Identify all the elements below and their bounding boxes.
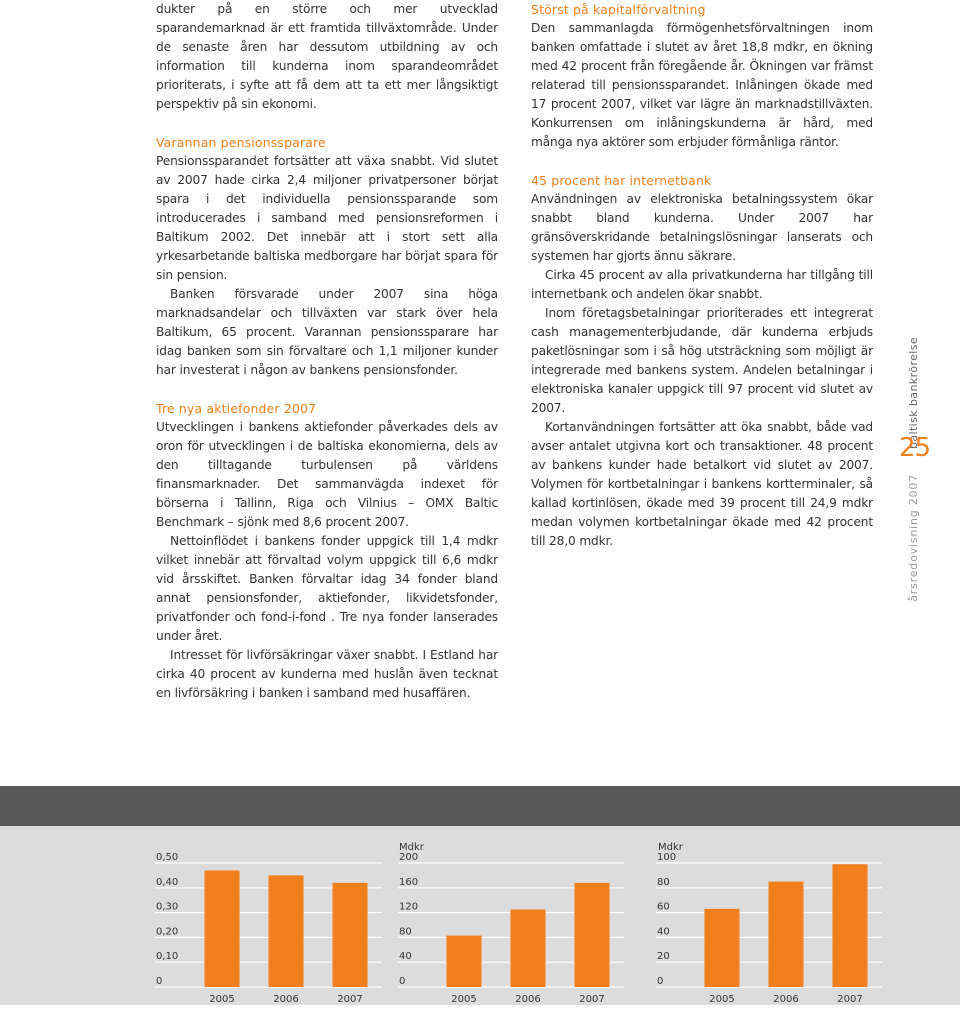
bar <box>575 883 610 987</box>
bar <box>205 870 240 987</box>
section-label: baltisk bankrörelse <box>907 337 920 450</box>
paragraph: Användningen av elektroniska betalningssystem ökar snabbt bland kunderna. Under 2007 har gränsöverskridande betalningslösningar lanserats och systemen har gjorts ännu säkrare. <box>531 192 873 263</box>
chart-unit-label: Mdkr <box>658 842 683 853</box>
section-heading-funds: Tre nya aktiefonder 2007 <box>156 401 317 416</box>
y-tick-label: 20 <box>657 951 670 963</box>
y-tick-label: 0 <box>156 976 163 987</box>
bar <box>705 909 740 987</box>
bar <box>769 882 804 987</box>
bar <box>447 936 482 987</box>
y-tick-label: 80 <box>399 926 412 938</box>
bar <box>269 875 304 987</box>
bar <box>833 864 868 987</box>
x-tick-label: 2007 <box>579 994 605 1005</box>
y-tick-label: 160 <box>399 876 419 888</box>
spacer <box>156 380 498 399</box>
paragraph: Intresset för livförsäkringar växer snabbt. I Estland har cirka 40 procent av kunderna med huslån även tecknat en livförsäkring i banken i samband med husaffären. <box>156 648 498 700</box>
x-tick-label: 2007 <box>837 994 863 1005</box>
y-tick-label: 40 <box>399 951 412 963</box>
intro-paragraph: dukter på en större och mer utvecklad sparandemarknad är ett framtida tillväxtområde. Under de senaste åren har dessutom utbildning av och information till kunderna inom sparandeområdet prioriterats, i syfte att få dem att ta ett mer långsiktigt perspektiv på sin ekonomi. <box>156 2 498 111</box>
x-tick-label: 2005 <box>709 994 735 1005</box>
y-tick-label: 60 <box>657 901 670 913</box>
left-text-column <box>156 0 498 703</box>
bar <box>511 910 546 988</box>
x-tick-label: 2006 <box>773 994 799 1005</box>
paragraph: Pensionssparandet fortsätter att växa snabbt. Vid slutet av 2007 hade cirka 2,4 miljoner privatpersoner börjat spara i det individuella pensionssparande som introducerades i samband med pensionsreformen i Baltikum 2002. Det innebär att i stort sett alla yrkesarbetande baltiska medborgare har börjat spara för sin pension. <box>156 154 498 282</box>
spacer <box>531 152 873 171</box>
x-tick-label: 2006 <box>273 994 299 1005</box>
paragraph: Utvecklingen i bankens aktiefonder påverkades dels av oron för utvecklingen i de baltiska ekonomierna, dels av den tilltagande turbulensen på världens finansmarknader. Det sammanvägda indexet för börserna i Tallinn, Riga och Vilnius – OMX Baltic Benchmark – sjönk med 8,6 procent 2007. <box>156 420 498 529</box>
section-heading-asset-management: Störst på kapitalförvaltning <box>531 2 706 17</box>
y-tick-label: 0 <box>399 976 406 987</box>
y-tick-label: 40 <box>657 926 670 938</box>
x-tick-label: 2007 <box>337 994 363 1005</box>
y-tick-label: 0,50 <box>156 852 179 863</box>
paragraph: Inom företagsbetalningar prioriterades ett integrerat cash managementerbjudande, där kunderna erbjuds paketlösningar som i så hög utsträckning som möjligt är integrerade med bankens system. Andelen betalningar i elektroniska kanaler uppgick till 97 procent vid slutet av 2007. <box>531 306 873 415</box>
spacer <box>156 114 498 133</box>
y-tick-label: 0,30 <box>156 901 179 913</box>
chart-band-header <box>0 786 960 826</box>
paragraph: Den sammanlagda förmögenhetsförvaltningen inom banken omfattade i slutet av året 18,8 mdkr, en ökning med 42 procent från föregående år. Ökningen var främst relaterad till pensionssparandet. Inlåningen ökade med 17 procent 2007, vilket var lägre än marknadstillväxten. Konkurrensen om inlåningskunderna är hård, med många nya aktörer som erbjuder förmånliga räntor. <box>531 21 873 149</box>
paragraph: Kortanvändningen fortsätter att öka snabbt, både vad avser antalet utgivna kort och transaktioner. 48 procent av bankens kunder hade betalkort vid slutet av 2007. Volymen för kortbetalningar i bankens kortterminaler, så kallad kortinlösen, ökade med 39 procent till 24,9 mdkr medan volymen kortbetalningar ökade med 42 procent till 28,0 mdkr. <box>531 420 873 548</box>
y-tick-label: 0,20 <box>156 926 179 938</box>
section-heading-pension: Varannan pensionssparare <box>156 135 326 150</box>
page-number: 25 <box>899 433 931 463</box>
section-heading-internet-bank: 45 procent har internetbank <box>531 173 712 188</box>
x-tick-label: 2005 <box>451 994 477 1005</box>
paragraph: Banken försvarade under 2007 sina höga marknadsandelar och tillväxten var stark över hela Baltikum, 65 procent. Varannan pensionssparare har idag banken som sin förvaltare och 1,1 miljoner kunder har investerat i någon av bankens pensionsfonder. <box>156 287 498 377</box>
y-tick-label: 0,10 <box>156 951 179 963</box>
y-tick-label: 200 <box>399 852 419 863</box>
bar <box>333 883 368 987</box>
y-tick-label: 0,40 <box>156 876 179 888</box>
y-tick-label: 120 <box>399 901 419 913</box>
chart-band <box>0 786 960 1005</box>
paragraph: Nettoinflödet i bankens fonder uppgick till 1,4 mdkr vilket innebär att förvaltad volym uppgick till 6,6 mdkr vid årsskiftet. Banken förvaltar idag 34 fonder bland annat pensionsfonder, aktiefonder, likvidetsfonder, privatfonder och fond-i-fond . Tre nya fonder lanserades under året. <box>156 534 498 643</box>
y-tick-label: 0 <box>657 976 664 987</box>
paragraph: Cirka 45 procent av alla privatkunderna har tillgång till internetbank och andelen ökar snabbt. <box>531 268 873 301</box>
y-tick-label: 80 <box>657 876 670 888</box>
y-tick-label: 100 <box>657 852 677 863</box>
right-text-column <box>531 0 873 551</box>
x-tick-label: 2005 <box>209 994 235 1005</box>
chart-unit-label: Mdkr <box>399 842 424 853</box>
report-label: årsredovisning 2007 <box>907 474 920 602</box>
x-tick-label: 2006 <box>515 994 541 1005</box>
